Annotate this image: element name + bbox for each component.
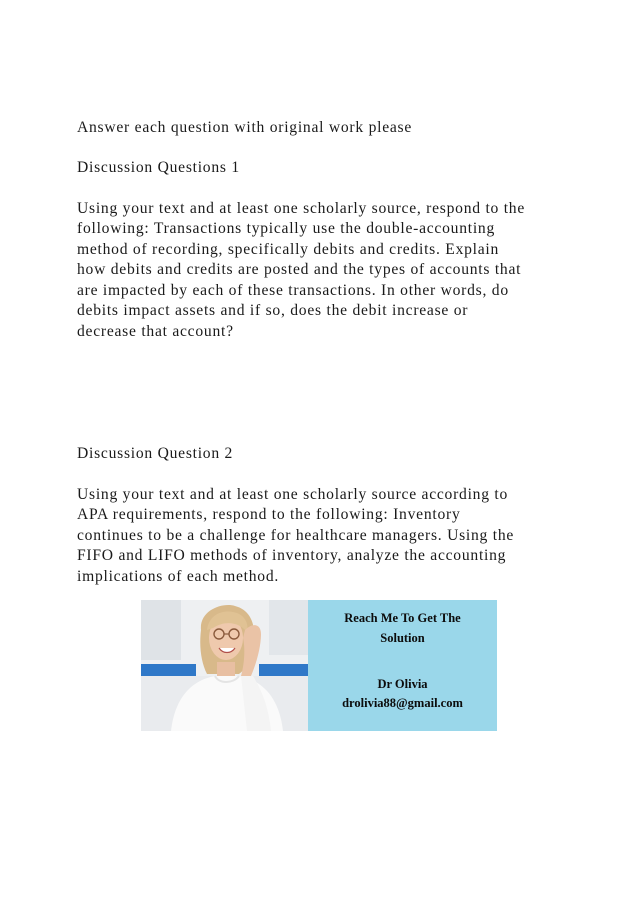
promo-banner [141,600,497,731]
q2-body-line: implications of each method. [77,568,280,585]
promo-line-2: Solution [380,631,425,645]
q1-body-line: decrease that account? [77,323,234,340]
q1-heading: Discussion Questions 1 [77,159,240,176]
q1-body-line: are impacted by each of these transactions. In other words, do [77,282,509,299]
q2-body-line: Using your text and at least one scholarly source according to [77,486,509,503]
contact-name: Dr Olivia [377,677,428,691]
q1-body-line: how debits and credits are posted and the types of accounts that [77,261,522,278]
q2-body-line: APA requirements, respond to the following: Inventory [77,506,461,523]
woman-photo [141,600,308,731]
q1-body-line: following: Transactions typically use the double-accounting [77,220,496,237]
q2-body-line: FIFO and LIFO methods of inventory, analyze the accounting [77,547,507,564]
intro-text: Answer each question with original work please [77,119,413,136]
q1-body-line: debits impact assets and if so, does the debit increase or [77,302,469,319]
contact-panel [308,600,497,731]
q1-body-line: Using your text and at least one scholarly source, respond to the [77,200,526,217]
q2-heading: Discussion Question 2 [77,445,234,462]
contact-email[interactable]: drolivia88@gmail.com [342,696,463,710]
q1-body-line: method of recording, specifically debits and credits. Explain [77,241,500,258]
promo-line-1: Reach Me To Get The [344,611,461,625]
q2-body-line: continues to be a challenge for healthcare managers. Using the [77,527,515,544]
